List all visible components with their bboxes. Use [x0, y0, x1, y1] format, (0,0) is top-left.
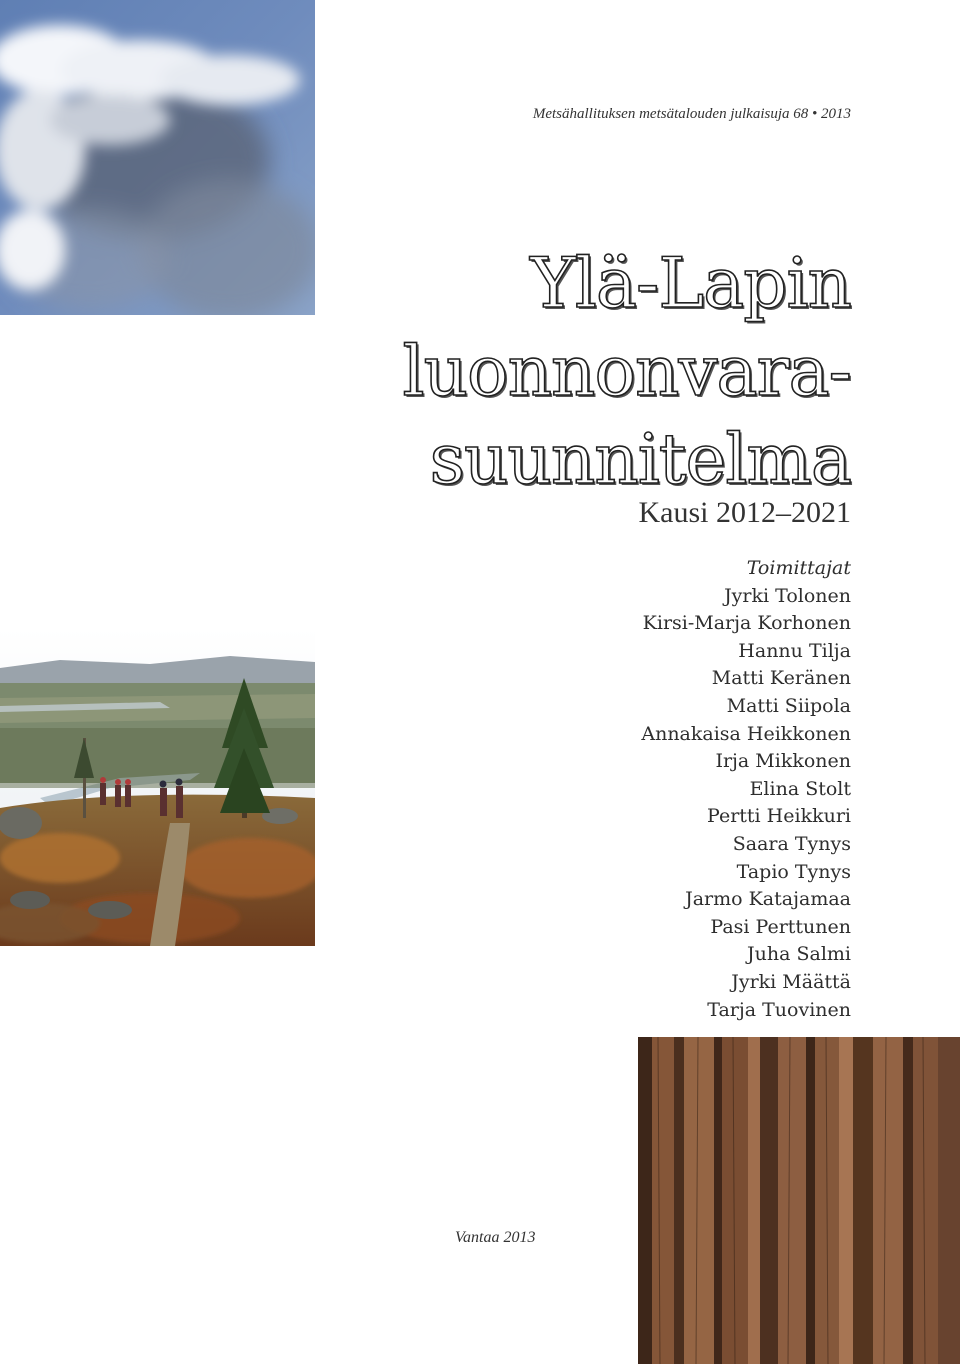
- editor-name: Tarja Tuovinen: [707, 998, 851, 1021]
- editor-name: Pertti Heikkuri: [707, 805, 851, 828]
- fell-landscape-photo: [0, 628, 315, 946]
- editor-name: Kirsi-Marja Korhonen: [642, 612, 851, 635]
- editor-name: Annakaisa Heikkonen: [641, 722, 851, 745]
- period-subtitle: Kausi 2012–2021: [638, 496, 851, 529]
- editor-name: Jyrki Tolonen: [724, 584, 851, 607]
- editor-name: Saara Tynys: [732, 832, 851, 855]
- editor-name: Tapio Tynys: [736, 860, 851, 883]
- place-year: Vantaa 2013: [455, 1229, 536, 1246]
- editors-label: Toimittajat: [746, 557, 851, 579]
- series-line: Metsähallituksen metsätalouden julkaisuja 68 • 2013: [532, 106, 851, 122]
- editor-name: Juha Salmi: [747, 943, 851, 966]
- title-line-2: luonnonvara-: [402, 332, 851, 412]
- editors-list: [451, 555, 851, 1024]
- editor-name: Jyrki Määttä: [731, 970, 851, 993]
- editor-name: Irja Mikkonen: [715, 750, 851, 773]
- editor-name: Jarmo Katajamaa: [685, 888, 851, 911]
- editor-name: Matti Keränen: [711, 667, 851, 690]
- editor-name: Pasi Perttunen: [710, 915, 851, 938]
- title-line-3: suunnitelma: [429, 420, 851, 500]
- main-title: [251, 240, 851, 504]
- editor-name: Matti Siipola: [726, 694, 851, 717]
- pine-trunks-photo: [638, 1037, 960, 1364]
- editor-name: Hannu Tilja: [738, 639, 851, 662]
- title-line-1: Ylä-Lapin: [530, 244, 851, 324]
- editor-name: Elina Stolt: [749, 777, 851, 800]
